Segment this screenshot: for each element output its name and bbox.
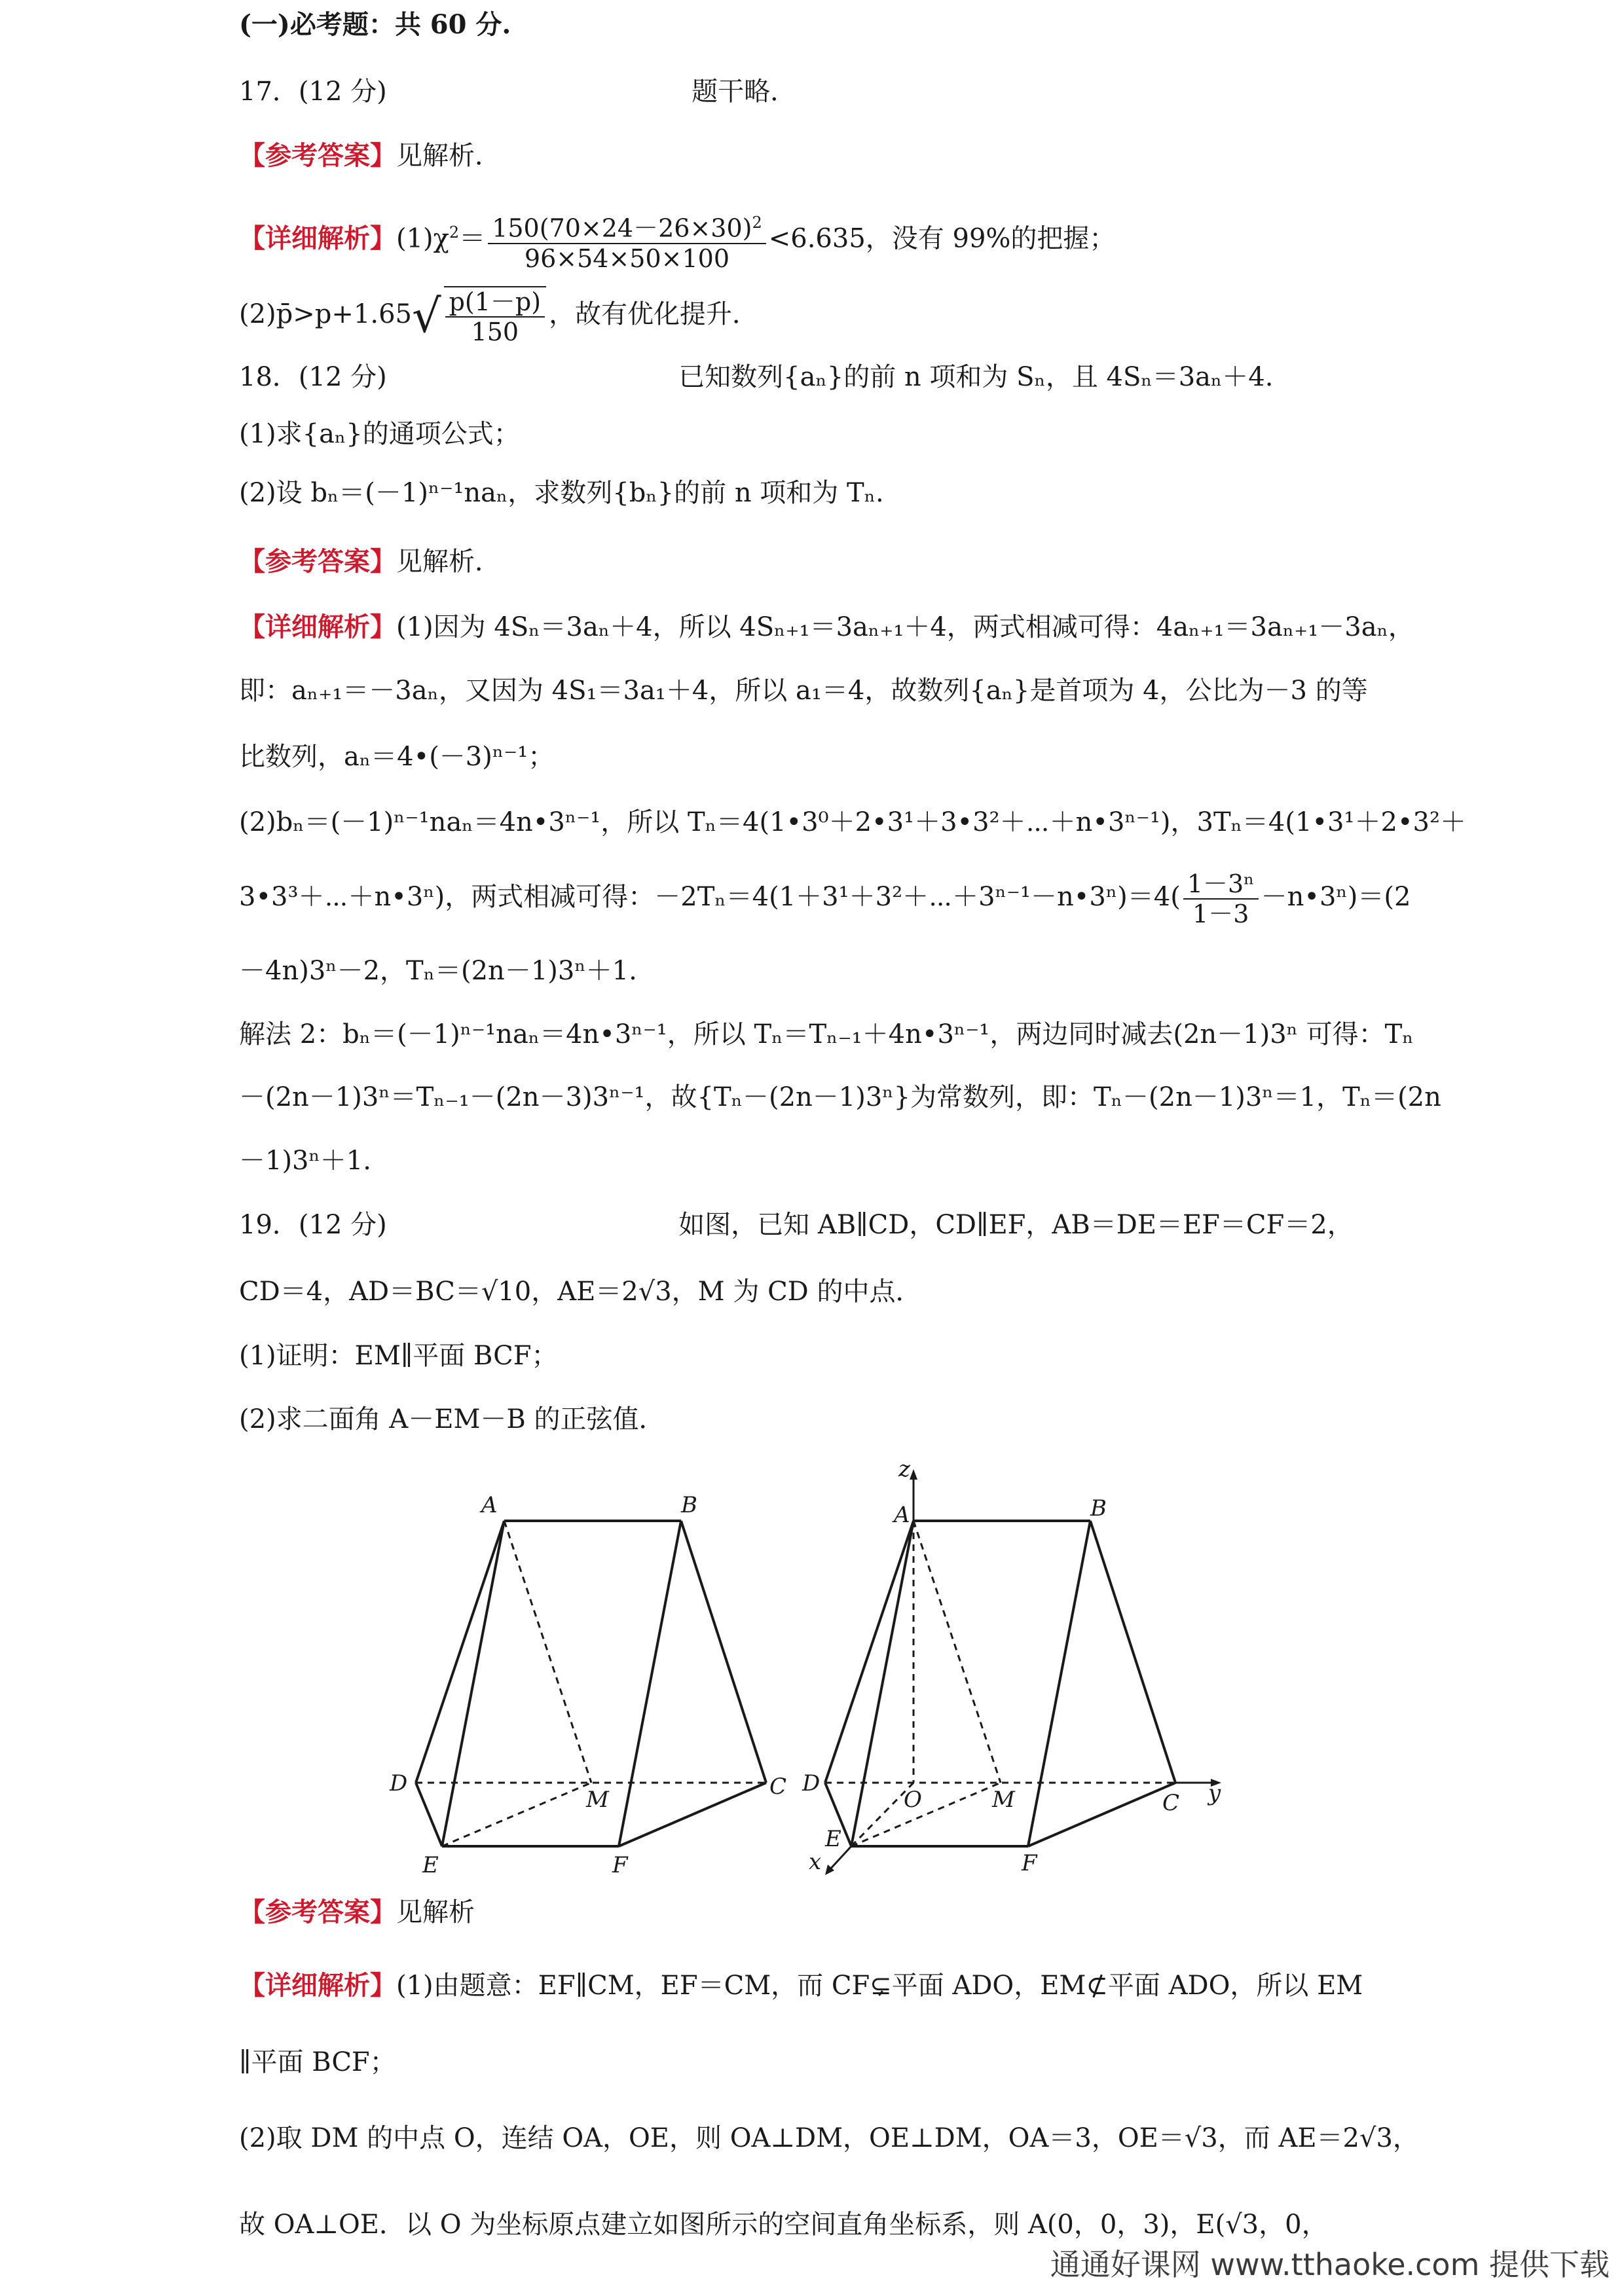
q19-sol-line-2: ∥平面 BCF；	[239, 2047, 396, 2077]
q17-head: 17．(12 分)	[239, 77, 387, 107]
sqrt-denominator: 150	[471, 318, 519, 346]
chi-fraction: $\frac{150(70\times 24-26\times 30)^2}{96\times 54\times 50\times 100}$	[488, 208, 766, 273]
p-inequality: (2)p̄>p+1.65	[239, 299, 412, 329]
q17-tail: 题干略．	[692, 77, 797, 107]
q17-answer	[239, 137, 1395, 174]
q17-solution-2: (2)p̄>p+1.65√ $\frac{p(1-p)}{150}$ ，故有优化提升．	[239, 287, 759, 346]
chi-conclusion: <6.635，没有 99%的把握；	[768, 223, 1116, 254]
sqrt-numerator: p(1－p)	[445, 287, 545, 318]
detail-tag: 【详细解析】	[239, 223, 396, 254]
label-left-M: M	[586, 1787, 609, 1813]
label-left-F: F	[612, 1852, 628, 1878]
q18-sub1: (1)求{aₙ}的通项公式；	[239, 419, 520, 449]
detail-tag: 【详细解析】	[239, 1970, 396, 2001]
watermark: 通通好课网 www.tthaoke.com 提供下载	[1050, 2247, 1610, 2282]
label-right-C: C	[1162, 1790, 1180, 1816]
q18-sol-line-5	[239, 864, 1411, 930]
label-left-E: E	[422, 1852, 439, 1878]
ref-answer-tag: 【参考答案】	[239, 1897, 396, 1927]
axis-label-x: x	[809, 1849, 822, 1875]
label-right-B: B	[1090, 1495, 1107, 1522]
q18-sol-line-2: 即：aₙ₊₁＝－3aₙ，又因为 4S₁＝3a₁＋4，所以 a₁＝4，故数列{aₙ}是首项为 4，公比为－3 的等	[239, 676, 1368, 706]
see-analysis: 见解析．	[396, 141, 501, 171]
label-right-F: F	[1022, 1850, 1037, 1876]
q19-sub2: (2)求二面角 A－EM－B 的正弦值．	[239, 1404, 665, 1434]
q18-sol-line-5-pre: 3•3³＋⋯＋n•3ⁿ)，两式相减可得：－2Tₙ＝4(1＋3¹＋3²＋⋯＋3ⁿ⁻¹－n•3ⁿ)＝4(	[239, 882, 1181, 912]
q17-solution-1: 【详细解析】$(1)\chi^2=$ $\frac{150(70\times 24-26\times 30)^2}{96\times 54\times 50\times 100}$ <6.635，没有 99%的把握；	[239, 196, 1395, 268]
see-analysis: 见解析	[396, 1897, 475, 1927]
q18-sol-line-9: －1)3ⁿ＋1.	[239, 1146, 371, 1176]
label-right-O: O	[904, 1787, 922, 1813]
ref-answer-tag: 【参考答案】	[239, 140, 396, 171]
label-left-A: A	[481, 1492, 498, 1518]
q18-sol-line-5-post: －n•3ⁿ)＝(2	[1261, 882, 1411, 912]
q18-sol-line-6: －4n)3ⁿ－2，Tₙ＝(2n－1)3ⁿ＋1.	[239, 956, 637, 986]
question-19	[239, 1207, 1395, 1243]
q19-solution-1	[239, 1967, 1395, 2004]
chi-numerator: 150(70×24－26×30)	[492, 213, 752, 243]
q18-sol-line-7: 解法 2：bₙ＝(－1)ⁿ⁻¹naₙ＝4n•3ⁿ⁻¹，所以 Tₙ＝Tₙ₋₁＋4n•3ⁿ⁻¹，两边同时减去(2n－1)3ⁿ 可得：Tₙ	[239, 1019, 1414, 1049]
geo-sum-denominator: 1－3	[1192, 900, 1249, 928]
q19-sol-line-1: (1)由题意：EF∥CM，EF＝CM，而 CF⊊平面 ADO，EM⊄平面 ADO，所以 EM	[396, 1971, 1363, 2001]
label-left-B: B	[681, 1492, 697, 1518]
geo-sum-fraction	[1183, 869, 1259, 928]
q19-head: 19．(12 分)	[239, 1210, 387, 1240]
q18-sol-line-3: 比数列，aₙ＝4•(－3)ⁿ⁻¹；	[239, 742, 555, 772]
label-right-A: A	[894, 1502, 910, 1528]
q19-sol-line-4: 故 OA⊥OE．以 O 为坐标原点建立如图所示的空间直角坐标系，则 A(0，0，3)，E(√3，0，	[239, 2210, 1328, 2240]
chi-label: (1)χ	[396, 223, 449, 254]
label-right-E: E	[825, 1826, 841, 1852]
q18-sol-line-4: (2)bₙ＝(－1)ⁿ⁻¹naₙ＝4n•3ⁿ⁻¹，所以 Tₙ＝4(1•3⁰＋2•3¹＋3•3²＋⋯＋n•3ⁿ⁻¹)，3Tₙ＝4(1•3¹＋2•3²＋	[239, 807, 1467, 837]
geometry-figures	[367, 1460, 1283, 1879]
q18-stem: 已知数列{aₙ}的前 n 项和为 Sₙ，且 4Sₙ＝3aₙ＋4.	[678, 362, 1274, 392]
question-18	[239, 359, 1395, 395]
label-left-C: C	[769, 1774, 787, 1800]
section-heading: (一)必考题：共 60 分.	[239, 9, 511, 40]
sqrt-fraction	[444, 286, 546, 346]
geo-sum-numerator: 1－3ⁿ	[1183, 869, 1259, 900]
q18-head: 18．(12 分)	[239, 362, 387, 392]
axis-label-z: z	[898, 1460, 910, 1482]
question-17	[239, 73, 1395, 110]
detail-tag: 【详细解析】	[239, 611, 396, 642]
p-conclusion: ，故有优化提升．	[549, 299, 759, 329]
q19-sub1: (1)证明：EM∥平面 BCF；	[239, 1341, 558, 1371]
chi-denominator: 96×54×50×100	[524, 244, 730, 273]
q18-sub2: (2)设 bₙ＝(－1)ⁿ⁻¹naₙ，求数列{bₙ}的前 n 项和为 Tₙ.	[239, 478, 884, 508]
q18-sol-line-1: (1)因为 4Sₙ＝3aₙ＋4，所以 4Sₙ₊₁＝3aₙ₊₁＋4，两式相减可得：4aₙ₊₁＝3aₙ₊₁－3aₙ，	[396, 612, 1414, 642]
axis-label-y: y	[1208, 1780, 1221, 1806]
q19-answer	[239, 1894, 1395, 1931]
ref-answer-tag: 【参考答案】	[239, 546, 396, 577]
q18-solution-1	[239, 609, 1414, 646]
q18-sol-line-8: －(2n－1)3ⁿ＝Tₙ₋₁－(2n－3)3ⁿ⁻¹，故{Tₙ－(2n－1)3ⁿ}为常数列，即：Tₙ－(2n－1)3ⁿ＝1，Tₙ＝(2n	[239, 1082, 1441, 1112]
label-right-M: M	[992, 1787, 1015, 1813]
see-analysis: 见解析．	[396, 547, 501, 577]
q19-sol-line-3: (2)取 DM 的中点 O，连结 OA，OE，则 OA⊥DM，OE⊥DM，OA＝3，OE＝√3，而 AE＝2√3，	[239, 2123, 1419, 2153]
label-left-D: D	[390, 1770, 408, 1796]
q19-stem-2: CD＝4，AD＝BC＝√10，AE＝2√3，M 为 CD 的中点．	[239, 1277, 922, 1307]
q18-answer	[239, 543, 1395, 580]
q19-stem: 如图，已知 AB∥CD，CD∥EF，AB＝DE＝EF＝CF＝2，	[678, 1210, 1354, 1240]
label-right-D: D	[802, 1770, 821, 1796]
right-figure	[825, 1473, 1215, 1871]
